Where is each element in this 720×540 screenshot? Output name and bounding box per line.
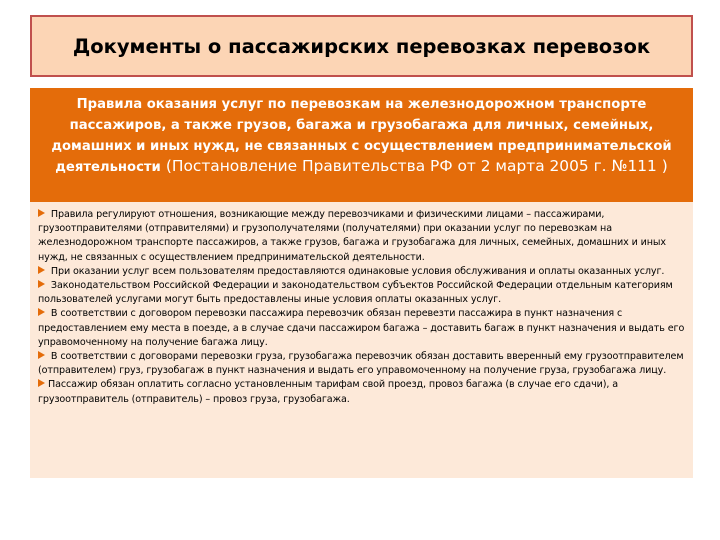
title-box [30,15,693,77]
triangle-right-icon [38,209,45,217]
triangle-right-icon [38,379,45,387]
triangle-right-icon [38,266,45,274]
rule-text: Пассажир обязан оплатить согласно установленным тарифам свой проезд, провоз багажа (в случае его сдачи), а грузоотправитель (отправитель) – провоз груза, грузобагажа. [38,379,618,405]
triangle-right-icon [38,351,45,359]
triangle-right-icon [38,308,45,316]
rule-text: Законодательством Российской Федерации и законодательством субъектов Российской Федерации отдельным категориям пользователей услугами могут быть предоставлены иные условия оплаты оказанных услуг. [38,280,673,306]
rule-text: В соответствии с договором перевозки пассажира перевозчик обязан перевезти пассажира в пункт назначения с предоставлением ему места в поезде, а в случае сдачи пассажиром багажа – доставить багаж в пункт назначения и выдать его управомоченному на получение багажа лицу. [38,308,685,348]
slide-title: Документы о пассажирских перевозках перевозок [72,34,651,58]
document-name: Правила оказания услуг по перевозкам на железнодорожном транспорте пассажиров, а также грузов, багажа и грузобагажа для личных, семейных, домашних и иных нужд, не связанных с осуществлением предпринимательской деятельности [51,97,672,175]
document-header [30,88,693,202]
triangle-right-icon [38,280,45,288]
rule-paragraph [38,307,687,350]
rule-paragraph [38,265,687,279]
rule-paragraph [38,208,687,265]
document-reference: (Постановление Правительства РФ от 2 марта 2005 г. №111 ) [165,157,668,175]
rules-body [30,202,693,478]
rule-paragraph [38,378,687,406]
rule-text: При оказании услуг всем пользователям предоставляются одинаковые условия обслуживания и оплаты оказанных услуг. [48,265,665,277]
rule-paragraph [38,350,687,378]
rule-text: Правила регулируют отношения, возникающие между перевозчиками и физическими лицами – пассажирами, грузоотправителями (отправителями) и грузополучателями (получателями) при оказании услуг по перевозкам на железнодорожном транспорте пассажиров, а также грузов, багажа и грузобагажа для личных, семейных, домашних и иных нужд, не связанных с осуществлением предпринимательской деятельности. [38,209,666,263]
rule-text: В соответствии с договорами перевозки груза, грузобагажа перевозчик обязан доставить вверенный ему грузоотправителем (отправителем) груз, грузобагаж в пункт назначения и выдать его управомоченному на получение груза, грузобагажа лицу. [38,351,684,377]
rule-paragraph [38,279,687,307]
